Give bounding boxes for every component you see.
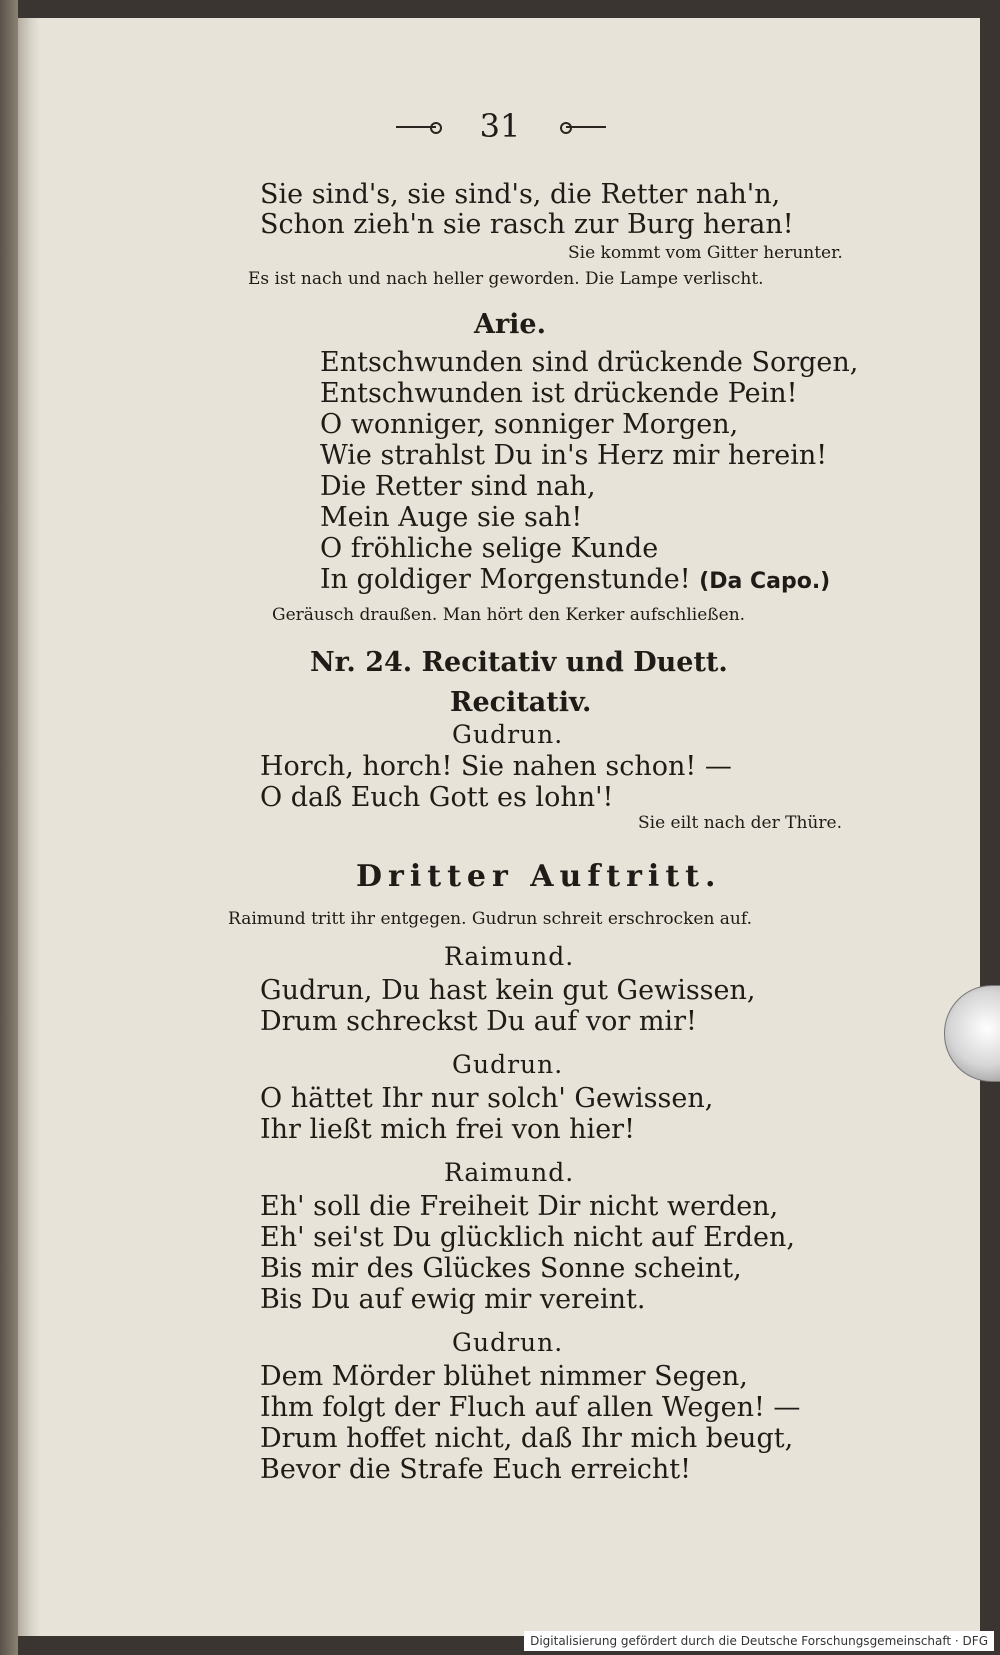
speaker-name: Gudrun.	[452, 720, 564, 749]
speaker-name: Gudrun.	[452, 1328, 564, 1357]
aria-line: Wie strahlst Du in's Herz mir herein!	[320, 440, 828, 471]
aria-heading: Arie.	[474, 309, 547, 340]
aria-line: Entschwunden sind drückende Sorgen,	[320, 347, 859, 378]
page-number: 31	[479, 107, 521, 145]
verse-line: Schon zieh'n sie rasch zur Burg heran!	[260, 209, 794, 240]
speaker-name: Raimund.	[444, 1158, 575, 1187]
page-edge-shadow	[18, 18, 40, 1636]
dialogue-line: Drum hoffet nicht, daß Ihr mich beugt,	[260, 1423, 794, 1454]
scene-title: Dritter Auftritt.	[356, 859, 722, 894]
speaker-name: Raimund.	[444, 942, 575, 971]
digitization-credit: Digitalisierung gefördert durch die Deutsche Forschungsgemeinschaft · DFG	[524, 1631, 994, 1651]
stage-direction: Sie kommt vom Gitter herunter.	[568, 243, 843, 263]
verse-line: Sie sind's, sie sind's, die Retter nah'n,	[260, 179, 781, 210]
stage-direction: Raimund tritt ihr entgegen. Gudrun schreit erschrocken auf.	[228, 909, 752, 929]
dialogue-line: Bis Du auf ewig mir vereint.	[260, 1284, 646, 1315]
dialogue-line: Eh' sei'st Du glücklich nicht auf Erden,	[260, 1222, 795, 1253]
aria-line-text: In goldiger Morgenstunde!	[320, 564, 691, 595]
dialogue-line: Gudrun, Du hast kein gut Gewissen,	[260, 975, 756, 1006]
dialogue-line: O daß Euch Gott es lohn'!	[260, 782, 614, 813]
aria-line: O wonniger, sonniger Morgen,	[320, 409, 739, 440]
aria-line: Mein Auge sie sah!	[320, 502, 583, 533]
stage-direction: Es ist nach und nach heller geworden. Die Lampe verlischt.	[248, 269, 764, 289]
dialogue-line: Eh' soll die Freiheit Dir nicht werden,	[260, 1191, 779, 1222]
recitativ-heading: Recitativ.	[450, 687, 592, 718]
aria-line	[320, 565, 830, 597]
dialogue-line: Drum schreckst Du auf vor mir!	[260, 1006, 697, 1037]
dialogue-line: Ihm folgt der Fluch auf allen Wegen! —	[260, 1392, 801, 1423]
aria-line: Die Retter sind nah,	[320, 471, 596, 502]
dialogue-line: Dem Mörder blühet nimmer Segen,	[260, 1361, 748, 1392]
da-capo-mark: (Da Capo.)	[699, 569, 831, 594]
dialogue-line: O hättet Ihr nur solch' Gewissen,	[260, 1083, 714, 1114]
number-heading: Nr. 24. Recitativ und Duett.	[310, 647, 728, 678]
dialogue-line: Bevor die Strafe Euch erreicht!	[260, 1454, 692, 1485]
dialogue-line: Bis mir des Glückes Sonne scheint,	[260, 1253, 742, 1284]
aria-line: O fröhliche selige Kunde	[320, 533, 659, 564]
book-binding	[0, 0, 18, 1655]
aria-line: Entschwunden ist drückende Pein!	[320, 378, 798, 409]
ornament-right	[566, 126, 606, 128]
speaker-name: Gudrun.	[452, 1050, 564, 1079]
stage-direction: Geräusch draußen. Man hört den Kerker aufschließen.	[272, 605, 746, 625]
stage-direction: Sie eilt nach der Thüre.	[638, 813, 842, 833]
dialogue-line: Ihr ließt mich frei von hier!	[260, 1114, 635, 1145]
dialogue-line: Horch, horch! Sie nahen schon! —	[260, 751, 732, 782]
